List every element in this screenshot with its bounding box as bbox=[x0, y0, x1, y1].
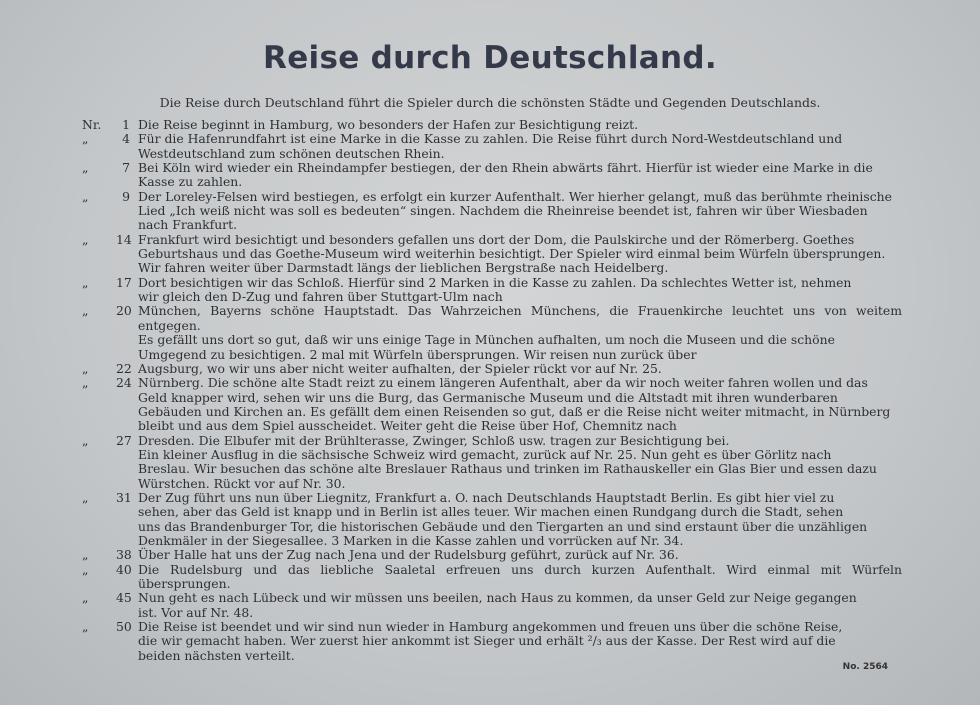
entry-text: Augsburg, wo wir uns aber nicht weiter aufhalten, der Spieler rückt vor auf Nr. 25. bbox=[138, 360, 662, 376]
entry-text: Die Rudelsburg und das liebliche Saaletal erfreuen uns durch kurzen Aufenthalt. Wird einmal mit Würfeln übersprungen. bbox=[138, 561, 902, 591]
entry-prefix: „ bbox=[82, 561, 89, 577]
entry-text: Der Loreley-Felsen wird bestiegen, es erfolgt ein kurzer Aufenthalt. Wer hierher gelangt, muß das berühmte rheinische Lied „Ich weiß nicht was soll es bedeuten“ singen. Nachdem die Rheinreise beendet ist, fahren wir über Wiesbaden nach Frankfurt. bbox=[138, 188, 892, 233]
entry-prefix: „ bbox=[82, 547, 89, 563]
entry-number bbox=[82, 161, 138, 190]
entry-field-number: 9 bbox=[122, 188, 130, 204]
entry-text: Dort besichtigen wir das Schloß. Hierfür sind 2 Marken in die Kasse zu zahlen. Da schlechtes Wetter ist, nehmen wir gleich den D-Zug und fahren über Stuttgart-Ulm nach bbox=[138, 274, 852, 305]
list-item bbox=[82, 620, 902, 663]
entry-field-number: 24 bbox=[116, 375, 132, 391]
entry-prefix: „ bbox=[82, 489, 89, 505]
entry-number bbox=[82, 620, 138, 663]
entry-number bbox=[82, 362, 138, 376]
list-item bbox=[82, 118, 902, 132]
entry-prefix: „ bbox=[82, 590, 89, 606]
entry-number bbox=[82, 233, 138, 276]
list-item bbox=[82, 376, 902, 433]
list-item bbox=[82, 233, 902, 276]
entry-field-number: 4 bbox=[122, 131, 130, 147]
entry-prefix: „ bbox=[82, 360, 89, 376]
entry-prefix: „ bbox=[82, 432, 89, 448]
entry-number bbox=[82, 190, 138, 233]
page-title: Reise durch Deutschland. bbox=[263, 40, 717, 76]
entry-prefix: „ bbox=[82, 160, 89, 176]
entry-field-number: 22 bbox=[116, 360, 132, 376]
entry-number bbox=[82, 491, 138, 548]
entry-text: Für die Hafenrundfahrt ist eine Marke in die Kasse zu zahlen. Die Reise führt durch Nord-Westdeutschland und Westdeutschland zum schönen deutschen Rhein. bbox=[138, 131, 843, 161]
entry-prefix: „ bbox=[82, 188, 89, 204]
entry-number bbox=[82, 132, 138, 161]
entry-field-number: 7 bbox=[122, 160, 130, 176]
entry-prefix: „ bbox=[82, 375, 89, 391]
entry-prefix: „ bbox=[82, 131, 89, 147]
entry-field-number: 20 bbox=[116, 303, 132, 319]
entry-field-number: 14 bbox=[116, 231, 132, 247]
entry-number bbox=[82, 304, 138, 361]
entry-number bbox=[82, 591, 138, 620]
list-item bbox=[82, 132, 902, 161]
list-item bbox=[82, 491, 902, 548]
entry-field-number: 50 bbox=[116, 619, 132, 635]
entry-prefix: „ bbox=[82, 231, 89, 247]
entry-field-number: 40 bbox=[116, 561, 132, 577]
entry-text: Nürnberg. Die schöne alte Stadt reizt zu einem längeren Aufenthalt, aber da wir noch weiter fahren wollen und das Geld knapper wird, sehen wir uns die Burg, das Germanische Museum und die Altstadt mit ihren wunderbaren Gebäuden und Kirchen an. Es gefällt dem einen Reisenden so gut, daß er die Reise nicht weiter mitmacht, in Nürnberg bleibt und aus dem Spiel ausscheidet. Weiter geht die Reise über Hof, Chemnitz nach bbox=[138, 375, 891, 434]
entry-text: Die Reise beginnt in Hamburg, wo besonders der Hafen zur Besichtigung reizt. bbox=[138, 117, 639, 132]
entry-text: München, Bayerns schöne Hauptstadt. Das Wahrzeichen Münchens, die Frauenkirche leuchtet uns von weitem entgegen. Es gefällt uns dort so gut, daß wir uns einige Tage in München aufhalten, um noch die Museen und die schöne Umgegend zu besichtigen. 2 mal mit Würfeln übersprungen. Wir reisen nun zurück über bbox=[138, 303, 902, 362]
entry-text: Der Zug führt uns nun über Liegnitz, Frankfurt a. O. nach Deutschlands Hauptstadt Berlin. Es gibt hier viel zu sehen, aber das Geld ist knapp und in Berlin ist alles teuer. Wir machen einen Rundgang durch die Stadt, sehen uns das Brandenburger Tor, die historischen Gebäude und den Tiergarten an und sind erstaunt über die unzähligen Denkmäler in der Siegesallee. 3 Marken in die Kasse zahlen und vorrücken auf Nr. 34. bbox=[138, 489, 868, 548]
list-item bbox=[82, 591, 902, 620]
entry-number bbox=[82, 276, 138, 305]
entry-prefix: „ bbox=[82, 619, 89, 635]
entry-prefix: „ bbox=[82, 303, 89, 319]
list-item bbox=[82, 161, 902, 190]
entry-text: Frankfurt wird besichtigt und besonders gefallen uns dort der Dom, die Paulskirche und der Römerberg. Goethes Geburtshaus und das Goethe-Museum wird weiterhin besichtigt. Der Spieler wird einmal beim Würfeln übersprungen. Wir fahren weiter über Darmstadt längs der lieblichen Bergstraße nach Heidelberg. bbox=[138, 231, 886, 276]
intro-text: Die Reise durch Deutschland führt die Spieler durch die schönsten Städte und Gegenden Deutschlands. bbox=[159, 95, 821, 110]
entry-number bbox=[82, 376, 138, 433]
list-item bbox=[82, 548, 902, 562]
entry-number bbox=[82, 434, 138, 491]
entry-text: Bei Köln wird wieder ein Rheindampfer bestiegen, der den Rhein abwärts fährt. Hierfür ist wieder eine Marke in die Kasse zu zahlen. bbox=[138, 160, 873, 190]
entry-number bbox=[82, 548, 138, 562]
entry-text: Über Halle hat uns der Zug nach Jena und der Rudelsburg geführt, zurück auf Nr. 36. bbox=[138, 547, 679, 563]
list-item bbox=[82, 434, 902, 491]
list-item bbox=[82, 276, 902, 305]
entry-text: Nun geht es nach Lübeck und wir müssen uns beeilen, nach Haus zu kommen, da unser Geld zur Neige gegangen ist. Vor auf Nr. 48. bbox=[138, 590, 857, 620]
catalog-number: No. 2564 bbox=[842, 662, 888, 672]
entry-field-number: 38 bbox=[116, 547, 132, 563]
list-item bbox=[82, 362, 902, 376]
list-item bbox=[82, 190, 902, 233]
entry-field-number: 45 bbox=[116, 590, 132, 606]
list-item bbox=[82, 563, 902, 592]
entry-text: Die Reise ist beendet und wir sind nun wieder in Hamburg angekommen und freuen uns über die schöne Reise, die wir gemacht haben. Wer zuerst hier ankommt ist Sieger und erhält ²/₃ aus der Kasse. Der Rest wird auf die beiden nächsten verteilt. bbox=[138, 619, 843, 663]
entry-field-number: 1 bbox=[122, 117, 130, 132]
entry-number bbox=[82, 563, 138, 592]
entry-number bbox=[82, 118, 138, 132]
entry-field-number: 31 bbox=[116, 489, 132, 505]
entry-prefix: „ bbox=[82, 274, 89, 290]
entry-prefix: Nr. bbox=[82, 117, 102, 132]
entry-text: Dresden. Die Elbufer mit der Brühlterasse, Zwinger, Schloß usw. tragen zur Besichtigung bei. Ein kleiner Ausflug in die sächsische Schweiz wird gemacht, zurück auf Nr. 25. Nun geht es über Görlitz nach Breslau. Wir besuchen das schöne alte Breslauer Rathaus und trinken im Rathauskeller ein Glas Bier und essen dazu Würstchen. Rückt vor auf Nr. 30. bbox=[138, 432, 877, 491]
entry-list bbox=[82, 118, 902, 663]
entry-field-number: 17 bbox=[116, 274, 132, 290]
list-item bbox=[82, 304, 902, 361]
entry-field-number: 27 bbox=[116, 432, 132, 448]
